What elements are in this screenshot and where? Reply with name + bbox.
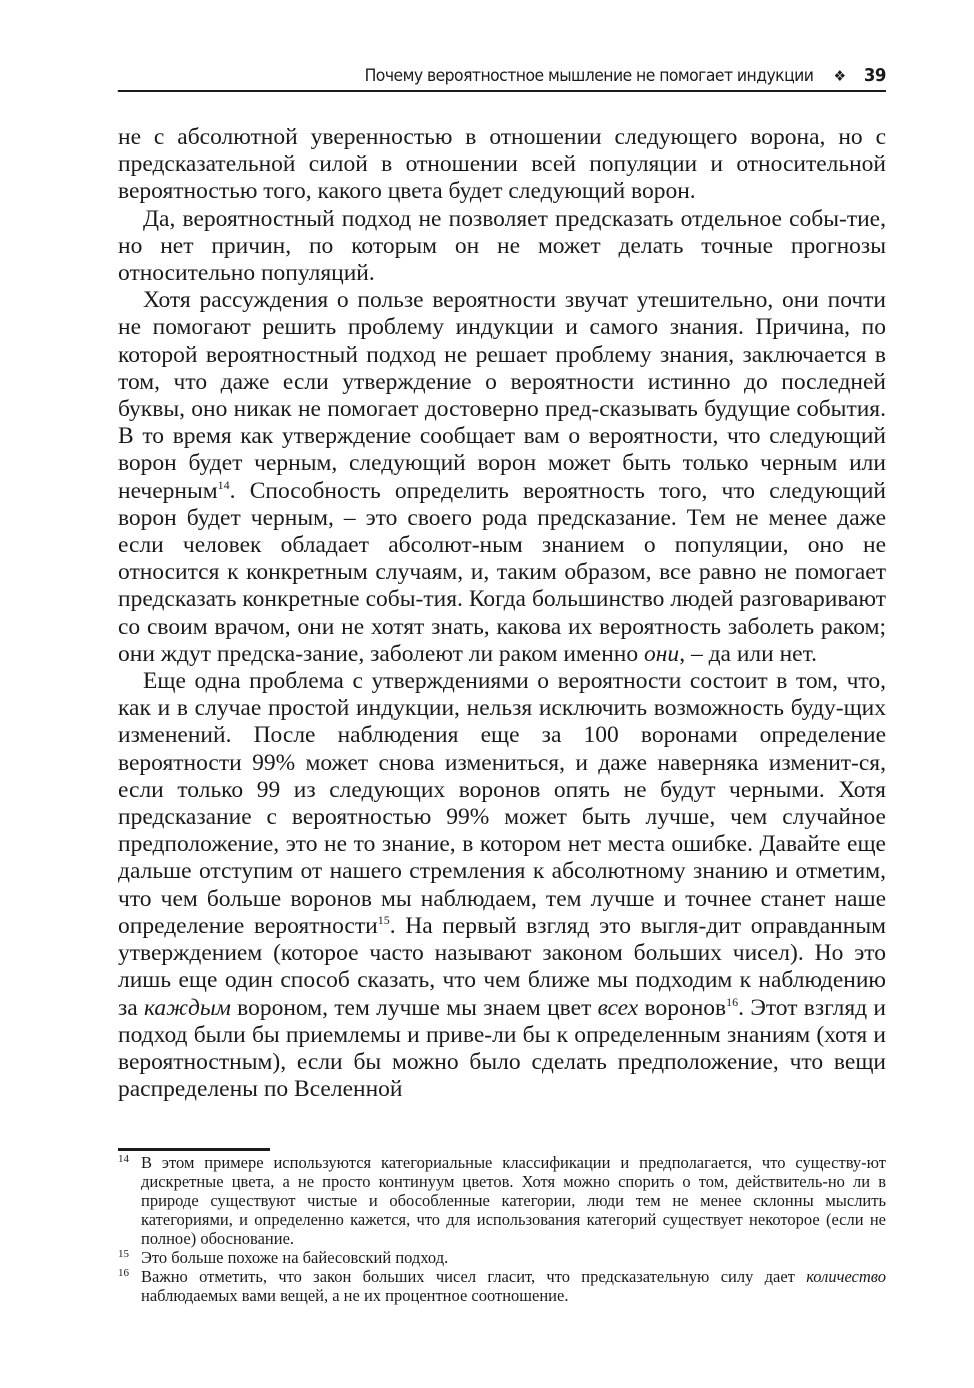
footnote-reference[interactable]: 16: [726, 994, 739, 1009]
emphasis-text: каждым: [144, 994, 231, 1021]
paragraph: [118, 668, 886, 1103]
text-run: Это больше похоже на байесовский подход.: [141, 1248, 449, 1267]
main-text: [118, 124, 886, 1103]
text-run: Еще одна проблема с утверждениями о вероятности состоит в том, что, как и в случае простой индукции, нельзя исключить возможность буду-щих изменений. После наблюдения еще за 100 воронами определение вероятности 99% может снова измениться, и даже наверняка изменит-ся, если только 99 из следующих воронов опять не будут черными. Хотя предсказание с вероятностью 99% может быть лучше, чем случайное предположение, это не то знание, в котором нет места ошибке. Давайте еще дальше отступим от нашего стремления к абсолютному знанию и отметим, что чем больше воронов мы наблюдаем, тем лучше и точнее станет наше определение вероятности: [118, 668, 886, 939]
text-run: не с абсолютной уверенностью в отношении следующего ворона, но с предсказательной силой в отношении всей популяции и относительной вероятностью того, какого цвета будет следующий ворон.: [118, 124, 886, 205]
text-run: вороном, тем лучше мы знаем цвет: [230, 994, 598, 1021]
footnote-reference[interactable]: 15: [377, 912, 390, 927]
footnote-number: 15: [118, 1248, 129, 1260]
emphasis-text: всех: [597, 994, 639, 1021]
text-run: В этом примере используются категориальные классификации и предполагается, что существу-ют дискретные цвета, а не просто континуум цветов. Хотя можно спорить о том, действитель-но ли в природе существуют чистые и обособленные категории, люди тем не менее склонны мыслить категориями, и определенно кажется, что для использования категорий существует некоторое (если не полное) обоснование.: [141, 1153, 886, 1248]
running-header: [118, 62, 886, 92]
footnote-16: [118, 1267, 886, 1305]
paragraph: [118, 206, 886, 288]
paragraph: [118, 124, 886, 206]
page-number: 39: [864, 65, 886, 86]
text-run: Важно отметить, что закон больших чисел гласит, что предсказательную силу дает: [141, 1267, 807, 1286]
text-run: . Этот взгляд и подход были бы приемлемы и приве-ли бы к определенным знаниям (хотя и вероятностным), если бы можно было сделать предположение, что вещи распределены по Вселенной: [118, 994, 886, 1103]
footnote-separator: [118, 1148, 270, 1151]
footnotes: [118, 1153, 886, 1305]
footnote-15: [118, 1248, 886, 1267]
text-run: воронов: [638, 994, 727, 1021]
footnote-reference[interactable]: 14: [217, 477, 230, 492]
four-diamond-ornament-icon: ❖: [833, 67, 846, 85]
footnote-14: [118, 1153, 886, 1248]
text-run: наблюдаемых вами вещей, а не их процентное соотношение.: [141, 1286, 569, 1305]
text-run: , – да или нет.: [679, 640, 817, 667]
text-run: Хотя рассуждения о пользе вероятности звучат утешительно, они почти не помогают решить проблему индукции и самого знания. Причина, по которой вероятностный подход не решает проблему знания, заключается в том, что даже если утверждение о вероятности истинно до последней буквы, оно никак не помогает достоверно пред-сказывать будущие события. В то время как утверждение сообщает вам о вероятности, что следующий ворон будет черным, следующий ворон может быть только черным или нечерным: [118, 287, 886, 504]
footnote-number: 16: [118, 1267, 129, 1279]
footnote-number: 14: [118, 1153, 129, 1165]
emphasis-text: они: [644, 640, 680, 667]
running-title: Почему вероятностное мышление не помогает индукции: [364, 66, 814, 86]
text-run: . На первый взгляд это выгля-дит оправданным утверждением (которое часто называют законом больших чисел). Но это лишь еще один способ сказать, что чем ближе мы подходим к наблюдению за: [118, 912, 886, 1021]
paragraph: [118, 287, 886, 668]
book-page: [118, 62, 886, 1103]
text-run: . Способность определить вероятность того, что следующий ворон будет черным, – это своего рода предсказание. Тем не менее даже если человек обладает абсолют-ным знанием о популяции, оно не относится к конкретным случаям, и, таким образом, все равно не помогает предсказать конкретные собы-тия. Когда большинство людей разговаривают со своим врачом, они не хотят знать, какова их вероятность заболеть раком; они ждут предска-зание, заболеют ли раком именно: [118, 477, 886, 667]
text-run: Да, вероятностный подход не позволяет предсказать отдельное собы-тие, но нет причин, по которым он не может делать точные прогнозы относительно популяций.: [118, 205, 886, 287]
emphasis-text: количество: [806, 1267, 886, 1286]
